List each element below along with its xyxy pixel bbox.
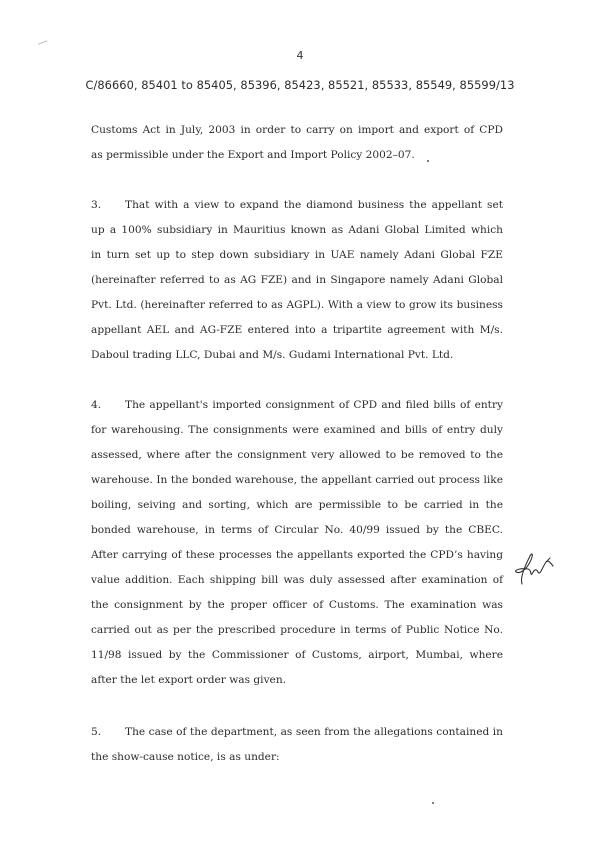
paragraph-4-line: value addition. Each shipping bill was duly assessed after examination of	[91, 574, 503, 586]
scan-speck	[427, 160, 429, 162]
scan-speck	[432, 802, 434, 804]
paragraph-4-line: warehouse. In the bonded warehouse, the appellant carried out process like	[91, 474, 503, 486]
paragraph-4-line: After carrying of these processes the appellants exported the CPD’s having	[91, 549, 503, 561]
paragraph-5-first-line	[91, 725, 503, 739]
paragraph-3-line: appellant AEL and AG-FZE entered into a tripartite agreement with M/s.	[91, 324, 503, 336]
scan-margin-mark	[38, 40, 49, 47]
paragraph-number: 3.	[91, 199, 102, 211]
paragraph-text: That with a view to expand the diamond business the appellant set	[125, 199, 503, 211]
continuation-line: Customs Act in July, 2003 in order to carry on import and export of CPD	[91, 124, 503, 136]
case-reference-header: C/86660, 85401 to 85405, 85396, 85423, 85521, 85533, 85549, 85599/13	[85, 78, 515, 92]
paragraph-4-line: carried out as per the prescribed procedure in terms of Public Notice No.	[91, 624, 503, 636]
paragraph-4-first-line	[91, 398, 503, 412]
paragraph-5-line: the show-cause notice, is as under:	[91, 751, 280, 763]
paragraph-3-line: in turn set up to step down subsidiary in UAE namely Adani Global FZE	[91, 249, 503, 261]
paragraph-4-line: after the let export order was given.	[91, 674, 287, 686]
paragraph-4-line: 11/98 issued by the Commissioner of Customs, airport, Mumbai, where	[91, 649, 503, 661]
paragraph-3-line: up a 100% subsidiary in Mauritius known as Adani Global Limited which	[91, 224, 503, 236]
paragraph-text: The appellant's imported consignment of CPD and filed bills of entry	[125, 399, 503, 411]
page-number: 4	[296, 49, 304, 62]
paragraph-number: 5.	[91, 726, 102, 738]
paragraph-3-line: (hereinafter referred to as AG FZE) and in Singapore namely Adani Global	[91, 274, 503, 286]
paragraph-3-line: Daboul trading LLC, Dubai and M/s. Gudami International Pvt. Ltd.	[91, 349, 454, 361]
handwritten-initials-icon	[512, 548, 562, 588]
paragraph-number: 4.	[91, 399, 102, 411]
paragraph-3-first-line	[91, 198, 503, 212]
paragraph-4-line: boiling, seiving and sorting, which are permissible to be carried in the	[91, 499, 503, 511]
continuation-line: as permissible under the Export and Import Policy 2002–07.	[91, 149, 415, 161]
paragraph-4-line: for warehousing. The consignments were examined and bills of entry duly	[91, 424, 503, 436]
paragraph-4-line: assessed, where after the consignment very allowed to be removed to the	[91, 449, 503, 461]
paragraph-4-line: the consignment by the proper officer of Customs. The examination was	[91, 599, 503, 611]
paragraph-4-line: bonded warehouse, in terms of Circular No. 40/99 issued by the CBEC.	[91, 524, 503, 536]
paragraph-3-line: Pvt. Ltd. (hereinafter referred to as AGPL). With a view to grow its business	[91, 299, 503, 311]
paragraph-text: The case of the department, as seen from the allegations contained in	[125, 726, 503, 738]
